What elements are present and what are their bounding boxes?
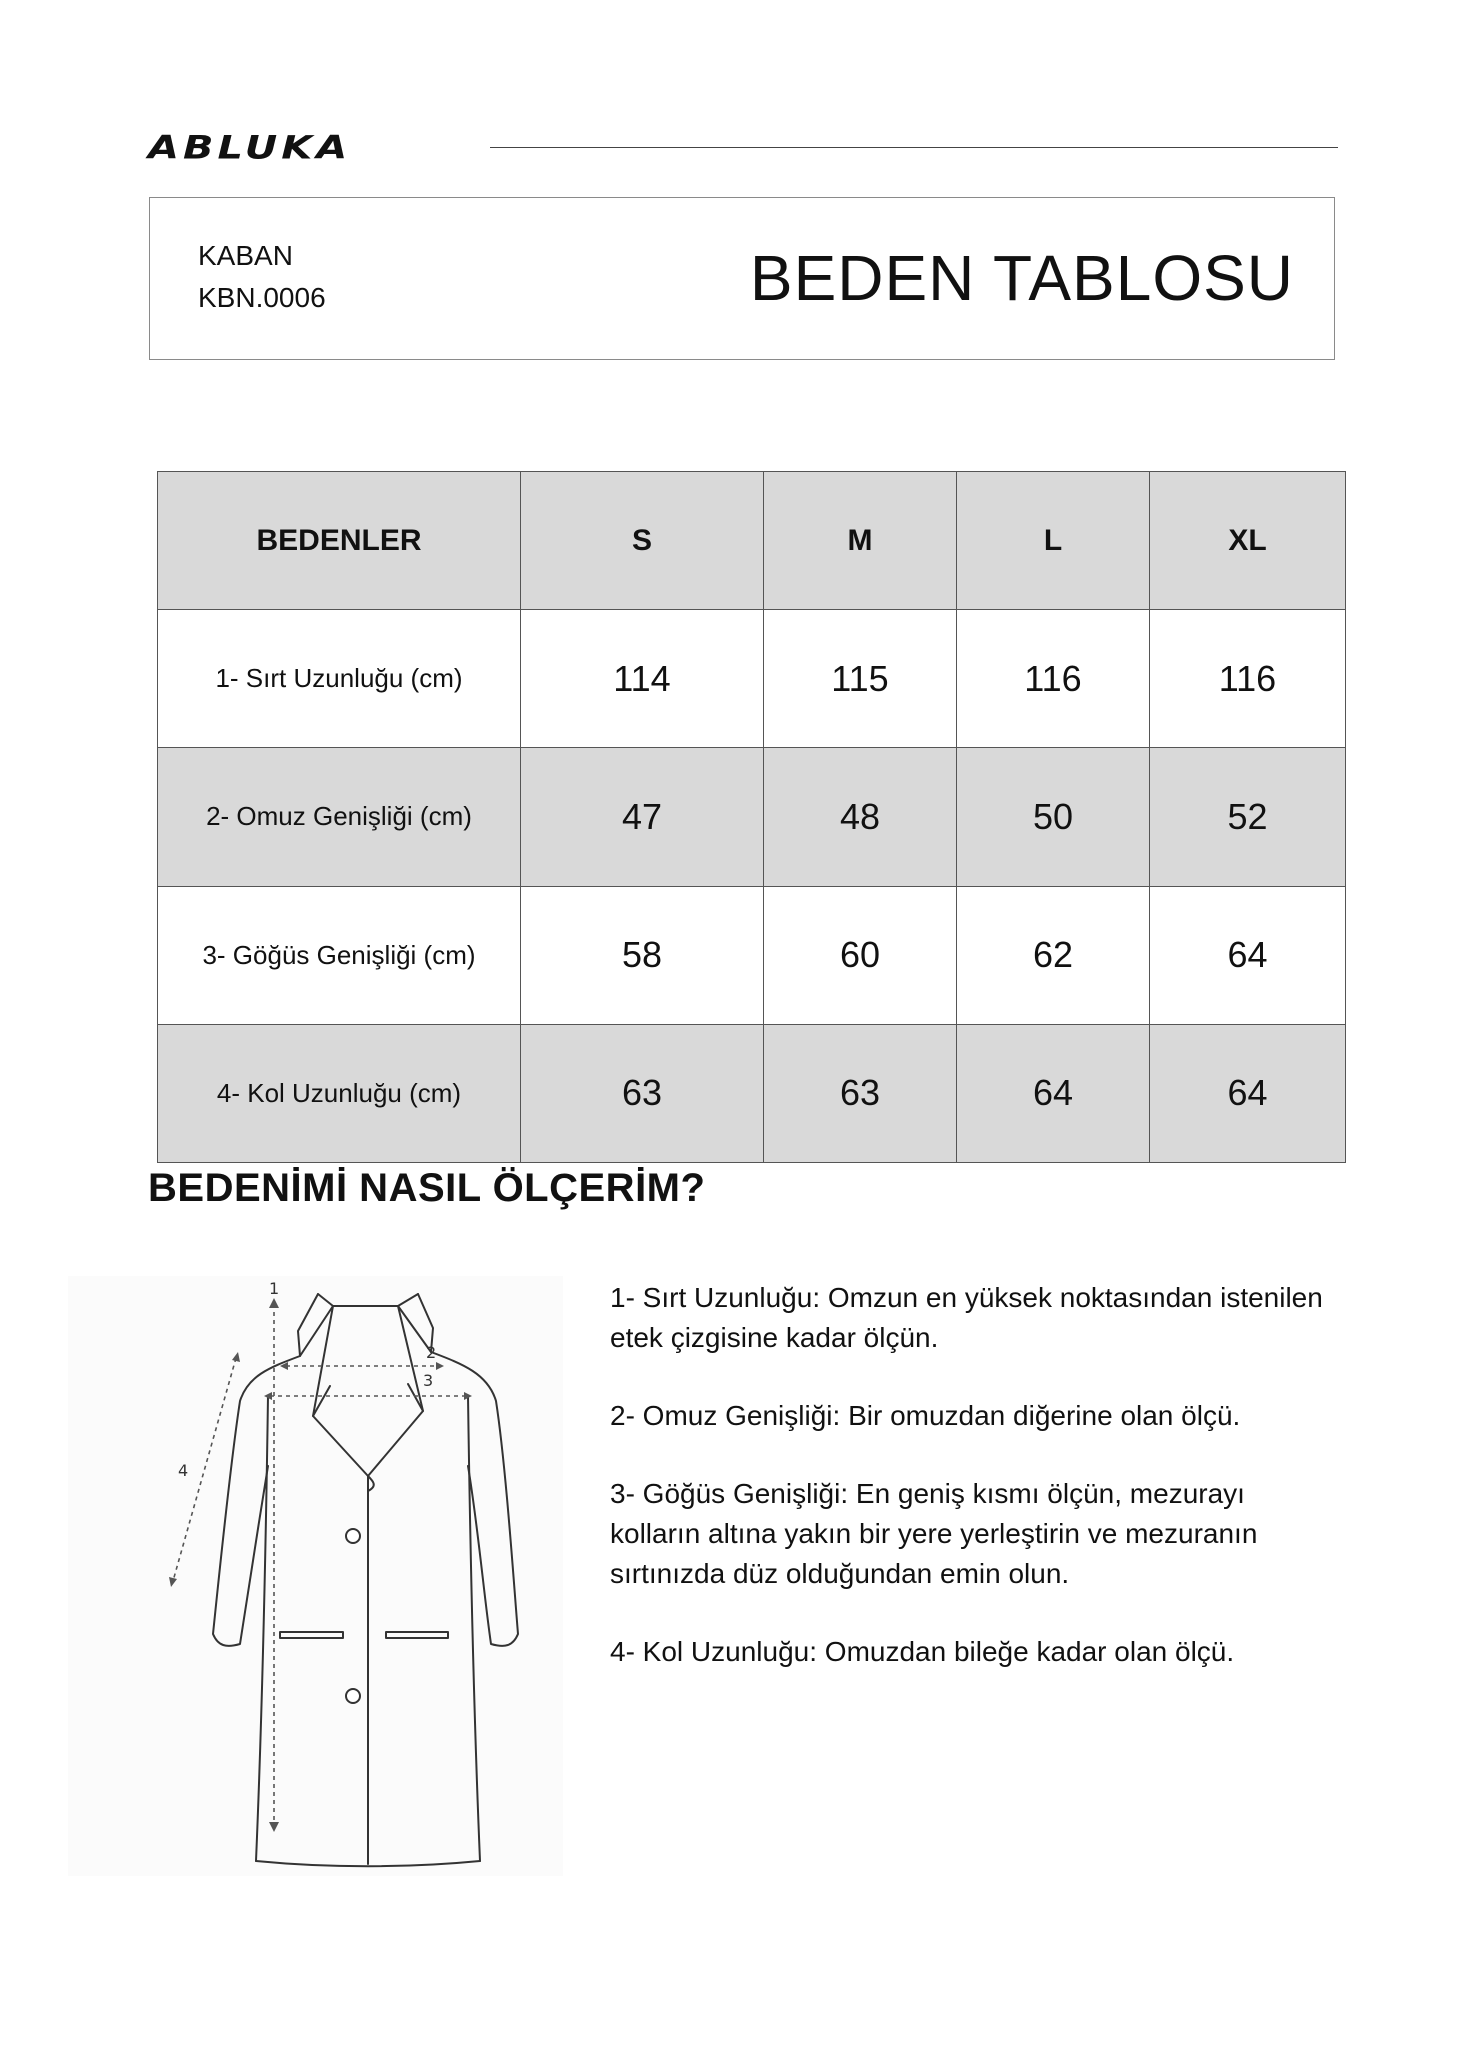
brand-logo — [148, 128, 478, 168]
size-value: 116 — [1150, 610, 1346, 748]
coat-measurement-diagram — [68, 1276, 563, 1876]
size-value: 48 — [764, 748, 957, 886]
header-cell-l: L — [957, 472, 1150, 610]
size-value: 115 — [764, 610, 957, 748]
size-value: 64 — [1150, 886, 1346, 1024]
product-type: KABAN — [198, 240, 293, 271]
row-label: 3- Göğüs Genişliği (cm) — [158, 886, 521, 1024]
measurement-instructions — [610, 1278, 1330, 1710]
size-value: 116 — [957, 610, 1150, 748]
document-title: BEDEN TABLOSU — [749, 242, 1294, 314]
size-value: 64 — [1150, 1024, 1346, 1162]
header-cell-bedenler: BEDENLER — [158, 472, 521, 610]
size-value: 62 — [957, 886, 1150, 1024]
table-row — [158, 1024, 1346, 1162]
size-value: 52 — [1150, 748, 1346, 886]
diagram-label-4: 4 — [178, 1461, 189, 1480]
header-cell-s: S — [521, 472, 764, 610]
instruction-chest-width: 3- Göğüs Genişliği: En geniş kısmı ölçün, mezurayı kolların altına yakın bir yere yerleştirin ve mezuranın sırtınızda düz olduğundan emin olun. — [610, 1478, 1258, 1589]
row-label: 1- Sırt Uzunluğu (cm) — [158, 610, 521, 748]
product-info-box — [149, 197, 1335, 360]
instruction-sleeve-length: 4- Kol Uzunluğu: Omuzdan bileğe kadar olan ölçü. — [610, 1636, 1235, 1667]
diagram-label-2: 2 — [426, 1343, 437, 1362]
size-value: 114 — [521, 610, 764, 748]
header-cell-m: M — [764, 472, 957, 610]
header-cell-xl: XL — [1150, 472, 1346, 610]
instruction-shoulder-width: 2- Omuz Genişliği: Bir omuzdan diğerine olan ölçü. — [610, 1400, 1241, 1431]
size-chart-table — [157, 471, 1346, 1163]
row-label: 2- Omuz Genişliği (cm) — [158, 748, 521, 886]
size-value: 64 — [957, 1024, 1150, 1162]
table-row — [158, 748, 1346, 886]
table-header-row — [158, 472, 1346, 610]
size-value: 47 — [521, 748, 764, 886]
brand-name: ABLUKA — [148, 129, 352, 167]
size-value: 63 — [764, 1024, 957, 1162]
row-label: 4- Kol Uzunluğu (cm) — [158, 1024, 521, 1162]
header-rule — [490, 147, 1338, 148]
size-value: 58 — [521, 886, 764, 1024]
size-value: 63 — [521, 1024, 764, 1162]
size-value: 50 — [957, 748, 1150, 886]
diagram-label-3: 3 — [423, 1371, 434, 1390]
table-row — [158, 886, 1346, 1024]
table-row — [158, 610, 1346, 748]
instruction-back-length: 1- Sırt Uzunluğu: Omzun en yüksek noktasından istenilen etek çizgisine kadar ölçün. — [610, 1282, 1323, 1353]
diagram-label-1: 1 — [269, 1279, 280, 1298]
size-value: 60 — [764, 886, 957, 1024]
how-to-measure-heading: BEDENİMİ NASIL ÖLÇERİM? — [148, 1166, 706, 1210]
product-code: KBN.0006 — [198, 282, 326, 313]
